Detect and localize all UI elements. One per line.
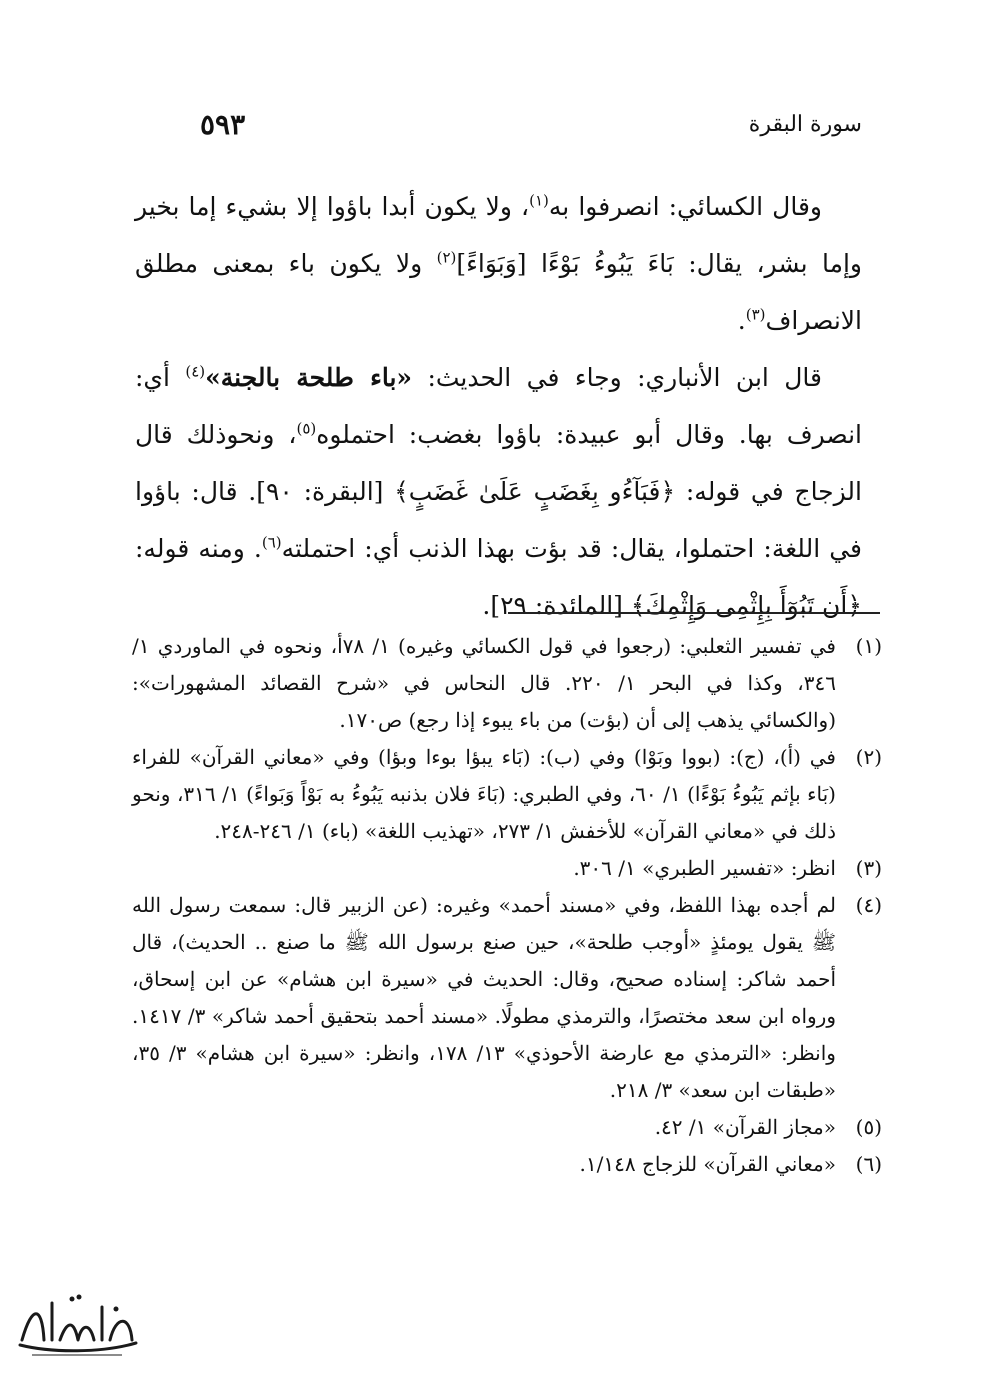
footnote-5 [132, 1109, 882, 1146]
footnote-number: (٤) [855, 893, 882, 917]
footnote-text: «مجاز القرآن» ١/ ٤٢. [654, 1115, 836, 1139]
text-run: [البقرة: ٩٠]. قال: باؤوا في اللغة: احتملوا، يقال: قد بؤت بهذا الذنب أي: احتملته [135, 477, 862, 563]
main-text [135, 178, 862, 634]
footnote-ref-1[interactable]: (١) [529, 191, 549, 210]
footnotes [132, 628, 882, 1183]
text-run: قال ابن الأنباري: وجاء في الحديث: [412, 363, 822, 392]
footnote-number: (١) [855, 634, 882, 658]
paragraph-2 [135, 349, 862, 634]
text-run: . ومنه قوله: [135, 534, 262, 563]
footnote-ref-3[interactable]: (٣) [745, 305, 766, 324]
footnote-text: في (أ)، (ج): (بووا وبَوْا) وفي (ب): (بَاء يبؤا بوءا وبؤا) وفي «معاني القرآن» للفراء (بَاء بإثم يَبُوءُ بَوْءًا) ١/ ٦٠، وفي الطبري: (بَاءَ فلان بذنبه يَبُوءُ به بَوْاً وَبَواءً) ١/ ٣١٦، ونحو ذلك في «معاني القرآن» للأخفش ١/ ٢٧٣، «تهذيب اللغة» (باء) ١/ ٢٤٦-٢٤٨. [132, 745, 836, 843]
footnote-ref-6[interactable]: (٦) [261, 533, 282, 552]
publisher-logo [12, 1285, 142, 1360]
surah-title: سورة البقرة [748, 112, 862, 137]
footnote-2 [132, 739, 882, 850]
footnote-ref-4[interactable]: (٤) [185, 362, 206, 381]
footnote-ref-5[interactable]: (٥) [296, 419, 317, 438]
footnote-number: (٢) [855, 745, 882, 769]
text-run: ولا يكون باء بمعنى مطلق الانصراف [135, 249, 862, 335]
text-run: . [737, 306, 746, 335]
footnote-ref-2[interactable]: (٢) [436, 248, 457, 267]
footnote-number: (٦) [855, 1152, 882, 1176]
text-run: وقال الكسائي: انصرفوا به [548, 192, 822, 221]
footnote-text: «معاني القرآن» للزجاج ١/١٤٨. [579, 1152, 836, 1176]
hadith-quote: «باء طلحة بالجنة» [205, 363, 413, 392]
footnote-number: (٥) [855, 1115, 882, 1139]
footnote-3 [132, 850, 882, 887]
text-run: أي: انصرف بها. وقال أبو عبيدة: باؤوا بغضب: احتملوه [135, 363, 862, 449]
quran-verse-2: ﴿أَن تَبُوٓأَ بِإِثْمِى وَإِثْمِكَ﴾ [630, 591, 862, 620]
footnote-separator [508, 612, 880, 614]
page-number: ٥٩٣ [200, 108, 246, 141]
footnote-4 [132, 887, 882, 1109]
footnote-number: (٣) [855, 856, 882, 880]
text-run: ، ونحوذلك قال الزجاج في قوله: [135, 420, 862, 506]
footnote-text: لم أجده بهذا اللفظ، وفي «مسند أحمد» وغيره: (عن الزبير قال: سمعت رسول الله ﷺ يقول يومئذٍ «أوجب طلحة»، حين صنع برسول الله ﷺ ما صنع .. الحديث)، قال أحمد شاكر: إسناده صحيح، وقال: الحديث في «سيرة ابن هشام» عن ابن إسحاق، ورواه ابن سعد مختصرًا، والترمذي مطولًا. «مسند أحمد بتحقيق أحمد شاكر» ٣/ ١٤١٧. وانظر: «الترمذي مع عارضة الأحوذي» ١٣/ ١٧٨، وانظر: «سيرة ابن هشام» ٣/ ٣٥، «طبقات ابن سعد» ٣/ ٢١٨. [132, 893, 836, 1102]
footnote-text: في تفسير الثعلبي: (رجعوا في قول الكسائي وغيره) ١/ ٧٨أ، ونحوه في الماوردي ١/ ٣٤٦، وكذا في البحر ١/ ٢٢٠. قال النحاس في «شرح القصائد المشهورات»: (والكسائي يذهب إلى أن (بؤت) من باء يبوء إذا رجع) ص١٧٠. [132, 634, 836, 732]
text-run: [المائدة: ٢٩]. [482, 591, 631, 620]
footnote-1 [132, 628, 882, 739]
paragraph-1 [135, 178, 862, 349]
text-run: ، ولا يكون أبدا باؤوا إلا بشيء إما بخير وإما بشر، يقال: بَاءَ يَبُوءُ بَوْءًا [وَبَوَاءً] [135, 192, 863, 278]
quran-verse-1: ﴿فَبَآءُو بِغَضَبٍ عَلَىٰ غَضَبٍ﴾ [394, 477, 676, 506]
footnote-6 [132, 1146, 882, 1183]
footnote-text: انظر: «تفسير الطبري» ١/ ٣٠٦. [573, 856, 836, 880]
